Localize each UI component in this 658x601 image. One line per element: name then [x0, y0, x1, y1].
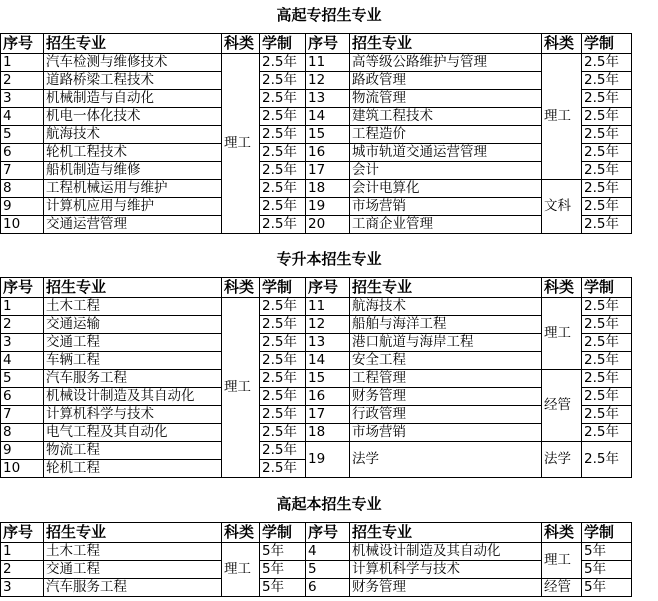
header-no: 序号 — [306, 278, 350, 298]
row-major: 高等级公路维护与管理 — [350, 54, 542, 72]
row-duration: 2.5年 — [260, 424, 306, 442]
row-no: 6 — [1, 144, 44, 162]
category-cell: 经管 — [542, 370, 582, 442]
category-cell: 经管 — [542, 579, 582, 597]
row-no: 7 — [1, 162, 44, 180]
row-major: 计算机应用与维护 — [44, 198, 222, 216]
row-major: 船舶与海洋工程 — [350, 316, 542, 334]
category-cell: 理工 — [222, 543, 260, 597]
header-no: 序号 — [306, 523, 350, 543]
table-row — [1, 54, 632, 72]
row-duration: 2.5年 — [260, 316, 306, 334]
table-header-row — [1, 278, 632, 298]
header-no: 序号 — [1, 34, 44, 54]
row-no: 19 — [306, 442, 350, 478]
row-no: 8 — [1, 424, 44, 442]
row-major: 电气工程及其自动化 — [44, 424, 222, 442]
table-row — [1, 424, 632, 442]
row-duration: 2.5年 — [582, 180, 632, 198]
row-no: 18 — [306, 180, 350, 198]
header-no: 序号 — [306, 34, 350, 54]
header-no: 序号 — [1, 278, 44, 298]
row-no: 11 — [306, 298, 350, 316]
row-duration: 2.5年 — [260, 180, 306, 198]
row-no: 2 — [1, 72, 44, 90]
row-no: 9 — [1, 198, 44, 216]
header-major: 招生专业 — [350, 34, 542, 54]
section1-title: 高起专招生专业 — [276, 6, 382, 24]
row-duration: 2.5年 — [260, 72, 306, 90]
header-category: 科类 — [542, 34, 582, 54]
row-duration: 2.5年 — [260, 162, 306, 180]
row-no: 9 — [1, 442, 44, 460]
row-no: 6 — [1, 388, 44, 406]
row-duration: 2.5年 — [582, 72, 632, 90]
row-major: 汽车服务工程 — [44, 579, 222, 597]
header-major: 招生专业 — [350, 523, 542, 543]
table-row — [1, 442, 632, 460]
row-no: 4 — [306, 543, 350, 561]
header-duration: 学制 — [260, 34, 306, 54]
row-duration: 2.5年 — [260, 198, 306, 216]
row-duration: 5年 — [582, 561, 632, 579]
section3-title: 高起本招生专业 — [276, 495, 382, 513]
table-row — [1, 406, 632, 424]
row-major: 计算机科学与技术 — [44, 406, 222, 424]
header-duration: 学制 — [582, 278, 632, 298]
row-no: 3 — [1, 90, 44, 108]
row-duration: 2.5年 — [260, 442, 306, 460]
table-row — [1, 370, 632, 388]
category-cell: 理工 — [542, 543, 582, 579]
table-row — [1, 198, 632, 216]
row-no: 17 — [306, 406, 350, 424]
table-header-row — [1, 523, 632, 543]
row-no: 1 — [1, 54, 44, 72]
row-major: 车辆工程 — [44, 352, 222, 370]
table-row — [1, 126, 632, 144]
header-major: 招生专业 — [44, 523, 222, 543]
table-row — [1, 162, 632, 180]
row-major: 航海技术 — [350, 298, 542, 316]
row-major: 交通运营管理 — [44, 216, 222, 234]
row-major: 会计 — [350, 162, 542, 180]
row-no: 3 — [1, 334, 44, 352]
row-no: 5 — [1, 126, 44, 144]
row-duration: 2.5年 — [582, 162, 632, 180]
row-no: 18 — [306, 424, 350, 442]
section3-table — [0, 522, 632, 597]
row-duration: 2.5年 — [582, 198, 632, 216]
row-duration: 2.5年 — [582, 216, 632, 234]
row-major: 道路桥梁工程技术 — [44, 72, 222, 90]
row-major: 行政管理 — [350, 406, 542, 424]
header-major: 招生专业 — [350, 278, 542, 298]
row-no: 7 — [1, 406, 44, 424]
row-no: 6 — [306, 579, 350, 597]
header-duration: 学制 — [260, 523, 306, 543]
row-no: 15 — [306, 126, 350, 144]
row-major: 交通工程 — [44, 561, 222, 579]
section2-table — [0, 277, 632, 478]
row-major: 汽车服务工程 — [44, 370, 222, 388]
header-category: 科类 — [542, 278, 582, 298]
row-duration: 2.5年 — [582, 126, 632, 144]
row-no: 2 — [1, 561, 44, 579]
table-row — [1, 579, 632, 597]
row-no: 10 — [1, 216, 44, 234]
row-major: 土木工程 — [44, 543, 222, 561]
row-major: 财务管理 — [350, 388, 542, 406]
header-category: 科类 — [222, 523, 260, 543]
row-duration: 2.5年 — [582, 442, 632, 478]
table-row — [1, 72, 632, 90]
row-duration: 2.5年 — [260, 406, 306, 424]
header-category: 科类 — [222, 278, 260, 298]
category-cell: 文科 — [542, 180, 582, 234]
table-row — [1, 216, 632, 234]
row-major: 路政管理 — [350, 72, 542, 90]
row-duration: 2.5年 — [582, 54, 632, 72]
row-duration: 2.5年 — [582, 108, 632, 126]
header-category: 科类 — [542, 523, 582, 543]
row-no: 10 — [1, 460, 44, 478]
row-duration: 2.5年 — [260, 352, 306, 370]
row-major: 交通运输 — [44, 316, 222, 334]
row-duration: 2.5年 — [260, 90, 306, 108]
row-major: 机械设计制造及其自动化 — [44, 388, 222, 406]
row-duration: 2.5年 — [260, 126, 306, 144]
row-duration: 2.5年 — [582, 298, 632, 316]
table-row — [1, 543, 632, 561]
table-row — [1, 388, 632, 406]
row-no: 11 — [306, 54, 350, 72]
row-major: 物流工程 — [44, 442, 222, 460]
row-no: 12 — [306, 316, 350, 334]
row-major: 轮机工程技术 — [44, 144, 222, 162]
row-major: 机电一体化技术 — [44, 108, 222, 126]
row-no: 16 — [306, 388, 350, 406]
header-major: 招生专业 — [44, 34, 222, 54]
table-header-row — [1, 34, 632, 54]
category-cell: 法学 — [542, 442, 582, 478]
row-duration: 2.5年 — [260, 334, 306, 352]
row-duration: 2.5年 — [582, 352, 632, 370]
row-major: 机械设计制造及其自动化 — [350, 543, 542, 561]
row-duration: 2.5年 — [582, 334, 632, 352]
row-duration: 2.5年 — [260, 298, 306, 316]
header-duration: 学制 — [582, 34, 632, 54]
row-no: 20 — [306, 216, 350, 234]
row-no: 17 — [306, 162, 350, 180]
category-cell: 理工 — [542, 54, 582, 180]
row-major: 交通工程 — [44, 334, 222, 352]
row-major: 工程机械运用与维护 — [44, 180, 222, 198]
row-no: 14 — [306, 352, 350, 370]
row-major: 物流管理 — [350, 90, 542, 108]
row-duration: 2.5年 — [260, 460, 306, 478]
row-no: 14 — [306, 108, 350, 126]
row-major: 计算机科学与技术 — [350, 561, 542, 579]
row-duration: 5年 — [582, 579, 632, 597]
table-row — [1, 180, 632, 198]
row-duration: 2.5年 — [260, 54, 306, 72]
row-duration: 5年 — [582, 543, 632, 561]
row-duration: 2.5年 — [582, 424, 632, 442]
table-row — [1, 144, 632, 162]
table-row — [1, 352, 632, 370]
row-no: 1 — [1, 543, 44, 561]
row-no: 5 — [1, 370, 44, 388]
row-no: 13 — [306, 90, 350, 108]
row-major: 市场营销 — [350, 198, 542, 216]
row-duration: 2.5年 — [582, 316, 632, 334]
row-duration: 5年 — [260, 561, 306, 579]
row-duration: 2.5年 — [582, 406, 632, 424]
row-duration: 5年 — [260, 543, 306, 561]
row-duration: 2.5年 — [260, 370, 306, 388]
row-duration: 2.5年 — [582, 370, 632, 388]
table-row — [1, 108, 632, 126]
row-no: 16 — [306, 144, 350, 162]
row-no: 3 — [1, 579, 44, 597]
table-row — [1, 334, 632, 352]
row-major: 市场营销 — [350, 424, 542, 442]
row-duration: 2.5年 — [260, 388, 306, 406]
table-row — [1, 316, 632, 334]
row-no: 5 — [306, 561, 350, 579]
row-major: 工程管理 — [350, 370, 542, 388]
header-duration: 学制 — [260, 278, 306, 298]
category-cell: 理工 — [222, 54, 260, 234]
header-category: 科类 — [222, 34, 260, 54]
row-duration: 2.5年 — [260, 144, 306, 162]
row-duration: 5年 — [260, 579, 306, 597]
row-major: 港口航道与海岸工程 — [350, 334, 542, 352]
row-no: 2 — [1, 316, 44, 334]
row-duration: 2.5年 — [582, 90, 632, 108]
table-row — [1, 561, 632, 579]
row-no: 8 — [1, 180, 44, 198]
row-no: 15 — [306, 370, 350, 388]
header-major: 招生专业 — [44, 278, 222, 298]
row-no: 19 — [306, 198, 350, 216]
header-duration: 学制 — [582, 523, 632, 543]
row-no: 1 — [1, 298, 44, 316]
row-major: 财务管理 — [350, 579, 542, 597]
row-duration: 2.5年 — [260, 216, 306, 234]
row-major: 土木工程 — [44, 298, 222, 316]
row-no: 4 — [1, 352, 44, 370]
header-no: 序号 — [1, 523, 44, 543]
table-row — [1, 90, 632, 108]
row-major: 航海技术 — [44, 126, 222, 144]
row-major: 汽车检测与维修技术 — [44, 54, 222, 72]
row-duration: 2.5年 — [260, 108, 306, 126]
row-duration: 2.5年 — [582, 144, 632, 162]
row-no: 13 — [306, 334, 350, 352]
row-major: 建筑工程技术 — [350, 108, 542, 126]
row-major: 船机制造与维修 — [44, 162, 222, 180]
category-cell: 理工 — [542, 298, 582, 370]
row-no: 4 — [1, 108, 44, 126]
section1-table — [0, 33, 632, 234]
row-major: 安全工程 — [350, 352, 542, 370]
row-major: 工程造价 — [350, 126, 542, 144]
row-major: 轮机工程 — [44, 460, 222, 478]
category-cell: 理工 — [222, 298, 260, 478]
section2-title: 专升本招生专业 — [276, 250, 382, 268]
row-major: 工商企业管理 — [350, 216, 542, 234]
row-major: 法学 — [350, 442, 542, 478]
row-major: 城市轨道交通运营管理 — [350, 144, 542, 162]
row-major: 会计电算化 — [350, 180, 542, 198]
table-row — [1, 298, 632, 316]
row-major: 机械制造与自动化 — [44, 90, 222, 108]
row-no: 12 — [306, 72, 350, 90]
row-duration: 2.5年 — [582, 388, 632, 406]
